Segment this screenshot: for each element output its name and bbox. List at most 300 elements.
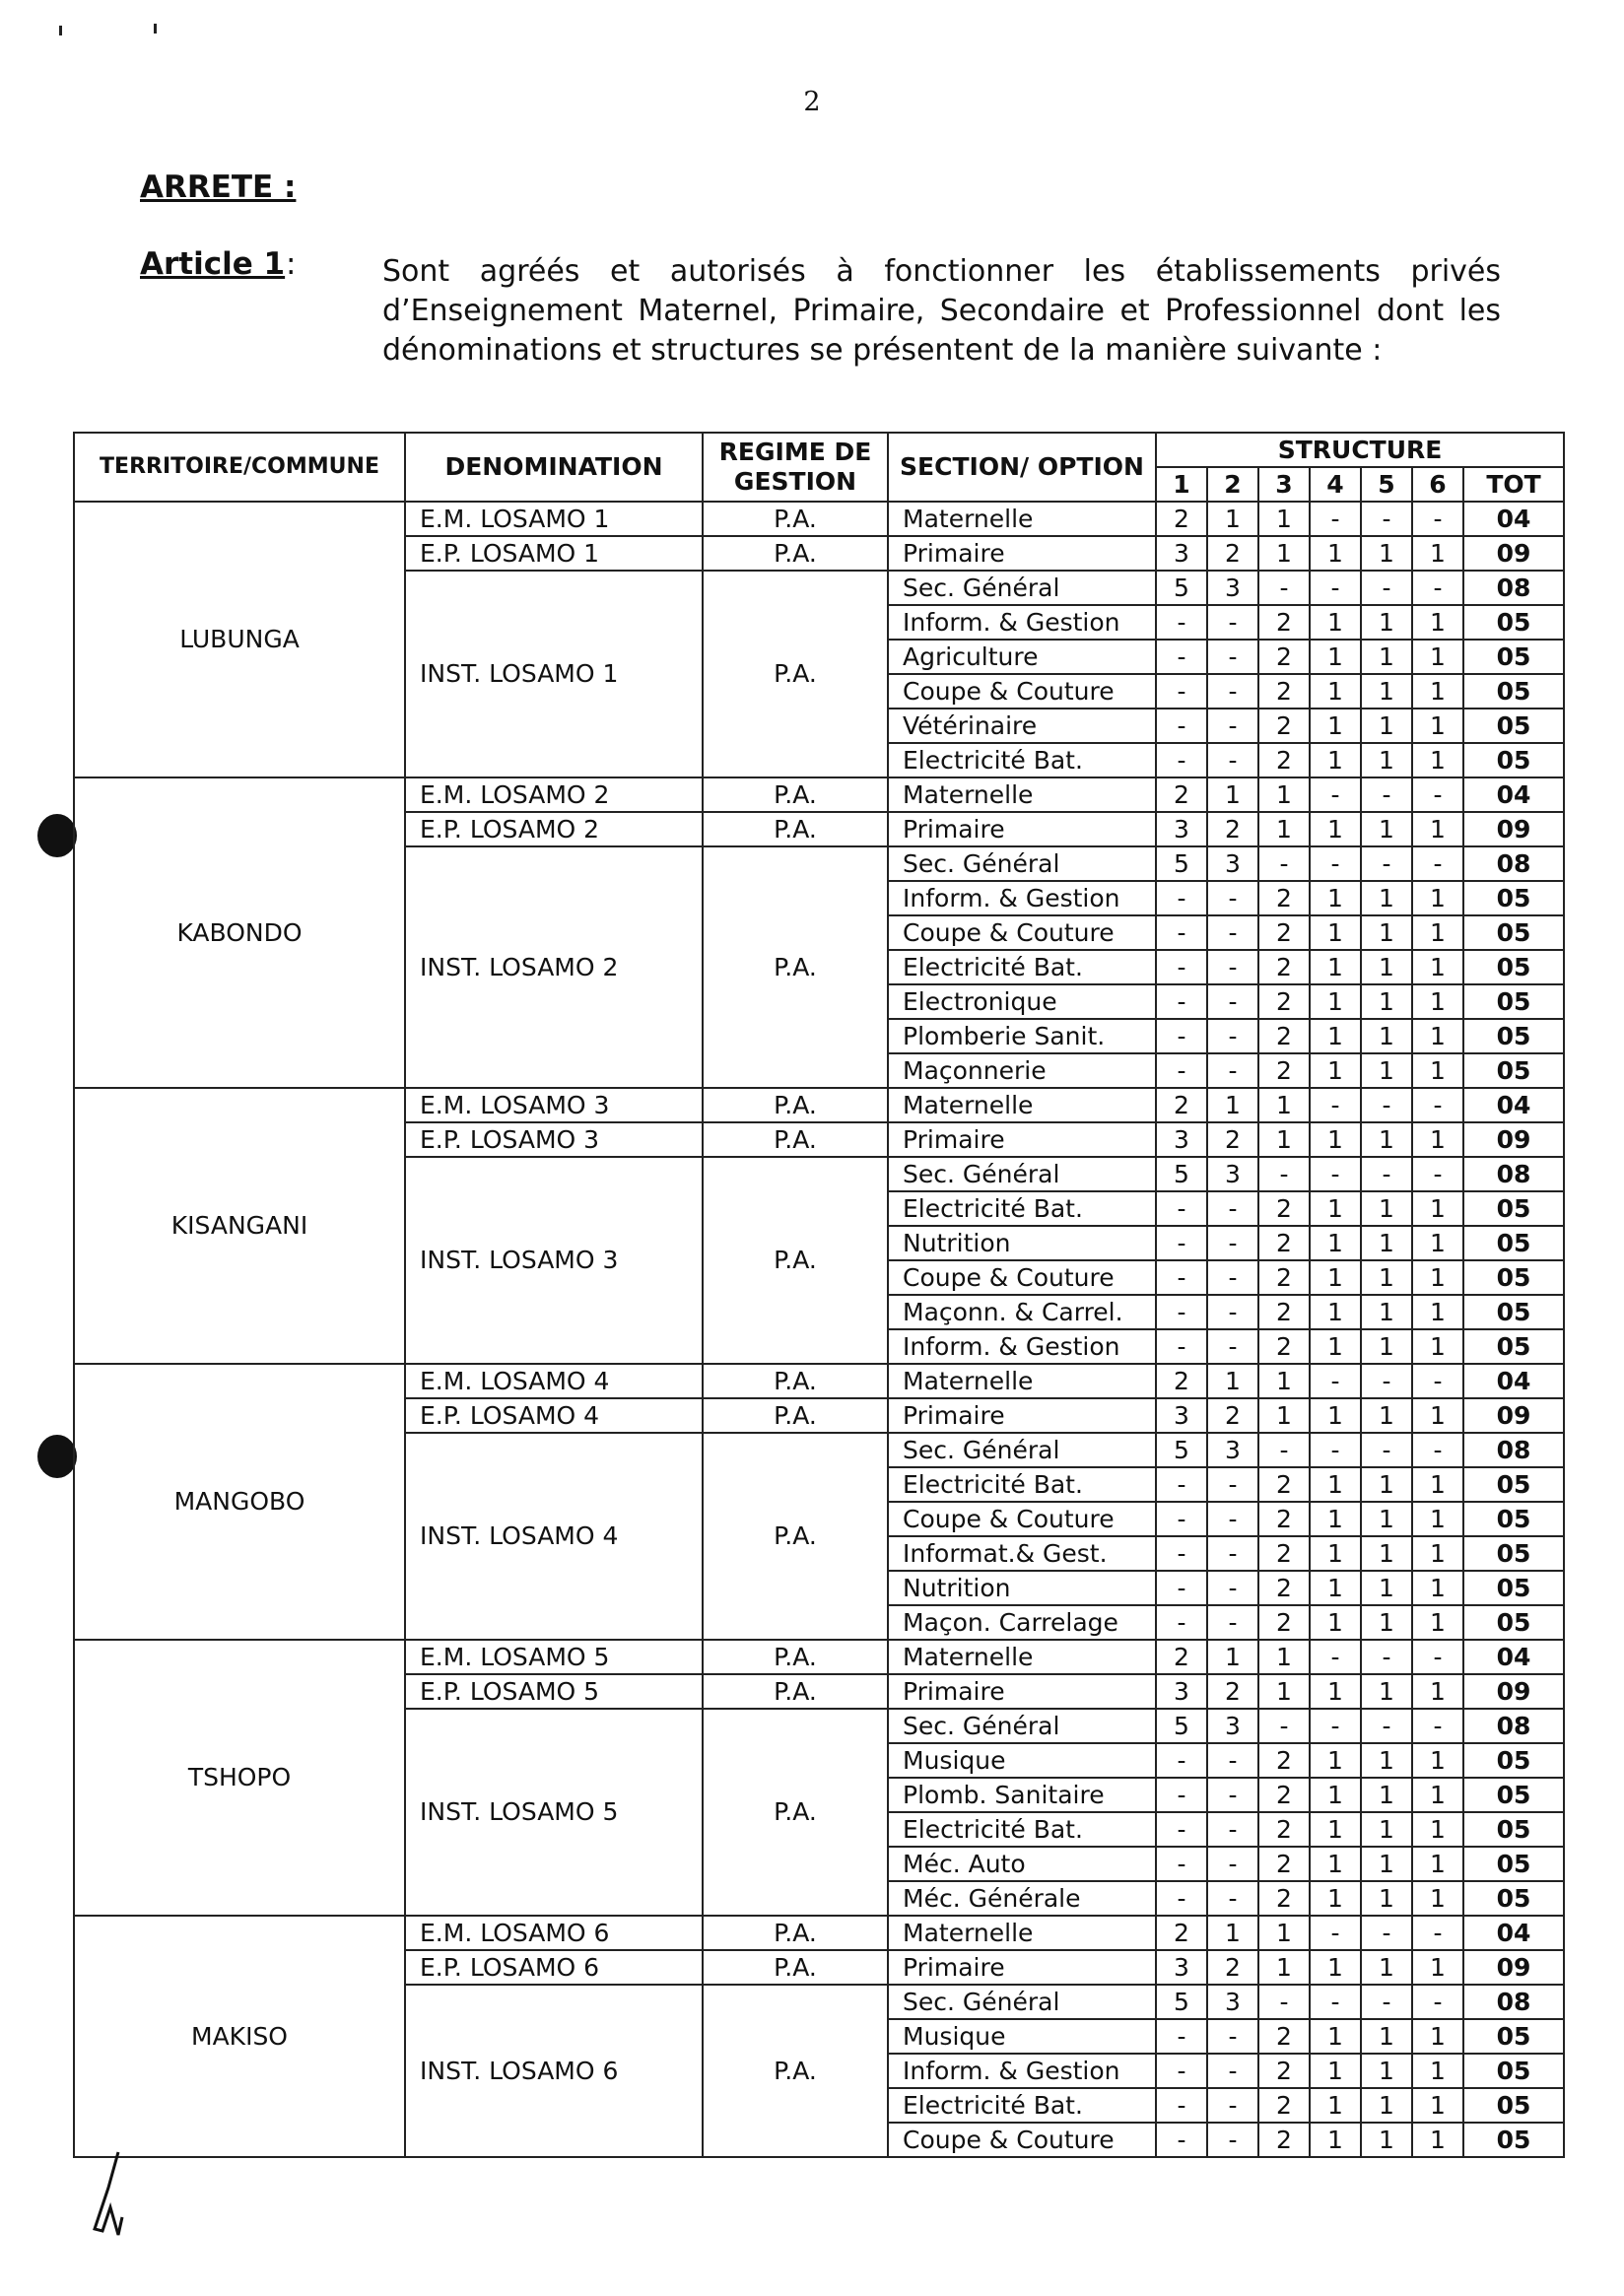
section-cell: Maternelle bbox=[888, 1088, 1156, 1122]
structure-value: 1 bbox=[1412, 881, 1463, 915]
structure-value: - bbox=[1156, 2054, 1207, 2088]
structure-value: 1 bbox=[1361, 984, 1412, 1019]
structure-total: 05 bbox=[1463, 605, 1564, 640]
structure-value: 1 bbox=[1361, 1778, 1412, 1812]
structure-value: 1 bbox=[1361, 1398, 1412, 1433]
structure-value: 1 bbox=[1310, 1743, 1361, 1778]
structure-value: 1 bbox=[1258, 536, 1310, 571]
structure-total: 08 bbox=[1463, 1433, 1564, 1467]
denomination-cell: E.M. LOSAMO 1 bbox=[405, 502, 703, 536]
structure-value: 1 bbox=[1258, 1640, 1310, 1674]
header-col-1: 1 bbox=[1156, 467, 1207, 502]
structure-value: 1 bbox=[1310, 1019, 1361, 1053]
structure-value: 3 bbox=[1156, 1674, 1207, 1709]
structure-value: 2 bbox=[1258, 1812, 1310, 1847]
regime-cell: P.A. bbox=[703, 1640, 888, 1674]
structure-value: - bbox=[1156, 1295, 1207, 1329]
structure-value: 2 bbox=[1207, 1398, 1258, 1433]
section-cell: Primaire bbox=[888, 1674, 1156, 1709]
structure-value: 1 bbox=[1412, 1778, 1463, 1812]
structure-value: - bbox=[1361, 1157, 1412, 1191]
section-cell: Primaire bbox=[888, 536, 1156, 571]
regime-cell: P.A. bbox=[703, 536, 888, 571]
structure-value: 1 bbox=[1207, 1640, 1258, 1674]
structure-total: 09 bbox=[1463, 1398, 1564, 1433]
territoire-cell: TSHOPO bbox=[74, 1640, 405, 1916]
structure-total: 05 bbox=[1463, 1743, 1564, 1778]
structure-value: 1 bbox=[1412, 1260, 1463, 1295]
structure-value: - bbox=[1156, 1226, 1207, 1260]
structure-value: - bbox=[1412, 1709, 1463, 1743]
structure-total: 05 bbox=[1463, 1605, 1564, 1640]
structure-value: - bbox=[1156, 1260, 1207, 1295]
section-cell: Sec. Général bbox=[888, 1433, 1156, 1467]
section-cell: Maçon. Carrelage bbox=[888, 1605, 1156, 1640]
structure-value: 1 bbox=[1412, 605, 1463, 640]
section-heading: ARRETE : bbox=[140, 169, 297, 205]
section-cell: Informat.& Gest. bbox=[888, 1536, 1156, 1571]
denomination-cell: E.P. LOSAMO 1 bbox=[405, 536, 703, 571]
structure-value: 1 bbox=[1310, 1226, 1361, 1260]
regime-cell: P.A. bbox=[703, 1398, 888, 1433]
structure-value: 1 bbox=[1258, 502, 1310, 536]
regime-cell: P.A. bbox=[703, 1709, 888, 1916]
structure-value: 3 bbox=[1207, 1433, 1258, 1467]
structure-value: - bbox=[1258, 1157, 1310, 1191]
structure-value: 2 bbox=[1258, 1467, 1310, 1502]
structure-value: 3 bbox=[1207, 846, 1258, 881]
structure-total: 04 bbox=[1463, 502, 1564, 536]
section-cell: Maternelle bbox=[888, 1916, 1156, 1950]
structure-value: 1 bbox=[1412, 2123, 1463, 2157]
structure-value: 1 bbox=[1412, 812, 1463, 846]
header-denomination: DENOMINATION bbox=[405, 433, 703, 502]
structure-value: - bbox=[1310, 1985, 1361, 2019]
structure-value: 1 bbox=[1310, 881, 1361, 915]
structure-value: 1 bbox=[1412, 1191, 1463, 1226]
structure-value: 1 bbox=[1258, 812, 1310, 846]
regime-cell: P.A. bbox=[703, 1364, 888, 1398]
structure-value: - bbox=[1310, 1433, 1361, 1467]
structure-value: - bbox=[1361, 846, 1412, 881]
structure-value: 3 bbox=[1156, 812, 1207, 846]
structure-value: - bbox=[1412, 502, 1463, 536]
structure-value: - bbox=[1361, 502, 1412, 536]
structure-value: 2 bbox=[1258, 1226, 1310, 1260]
structure-value: - bbox=[1156, 1605, 1207, 1640]
structure-value: 2 bbox=[1258, 950, 1310, 984]
structure-value: 1 bbox=[1361, 915, 1412, 950]
structure-value: 2 bbox=[1258, 709, 1310, 743]
section-cell: Electricité Bat. bbox=[888, 950, 1156, 984]
territoire-cell: MANGOBO bbox=[74, 1364, 405, 1640]
structure-value: - bbox=[1207, 1053, 1258, 1088]
structure-value: - bbox=[1258, 571, 1310, 605]
section-cell: Méc. Générale bbox=[888, 1881, 1156, 1916]
structure-total: 05 bbox=[1463, 2019, 1564, 2054]
structure-value: - bbox=[1156, 674, 1207, 709]
structure-value: 1 bbox=[1412, 1019, 1463, 1053]
structure-value: - bbox=[1258, 1709, 1310, 1743]
section-cell: Primaire bbox=[888, 1122, 1156, 1157]
header-col-4: 4 bbox=[1310, 467, 1361, 502]
section-cell: Sec. Général bbox=[888, 1157, 1156, 1191]
structure-value: - bbox=[1156, 743, 1207, 777]
structure-value: 1 bbox=[1258, 1950, 1310, 1985]
structure-value: 1 bbox=[1310, 950, 1361, 984]
structure-value: - bbox=[1156, 1053, 1207, 1088]
structure-value: 1 bbox=[1412, 674, 1463, 709]
structure-value: - bbox=[1258, 846, 1310, 881]
denomination-cell: E.M. LOSAMO 5 bbox=[405, 1640, 703, 1674]
structure-value: 2 bbox=[1207, 1950, 1258, 1985]
structure-value: 1 bbox=[1207, 1088, 1258, 1122]
structure-value: - bbox=[1412, 777, 1463, 812]
structure-value: 5 bbox=[1156, 1157, 1207, 1191]
structure-value: 1 bbox=[1361, 1122, 1412, 1157]
structure-value: - bbox=[1361, 1433, 1412, 1467]
structure-value: 1 bbox=[1310, 1260, 1361, 1295]
structure-value: - bbox=[1310, 1157, 1361, 1191]
structure-value: 5 bbox=[1156, 846, 1207, 881]
table-row bbox=[74, 502, 1564, 536]
structure-value: 1 bbox=[1310, 709, 1361, 743]
structure-value: 1 bbox=[1361, 1502, 1412, 1536]
structure-value: 1 bbox=[1361, 1847, 1412, 1881]
structure-value: - bbox=[1412, 571, 1463, 605]
structure-value: - bbox=[1207, 2123, 1258, 2157]
structure-value: - bbox=[1361, 1364, 1412, 1398]
punch-hole-top bbox=[37, 814, 77, 857]
structure-value: 5 bbox=[1156, 1985, 1207, 2019]
section-cell: Musique bbox=[888, 2019, 1156, 2054]
section-cell: Primaire bbox=[888, 812, 1156, 846]
regime-cell: P.A. bbox=[703, 1122, 888, 1157]
structure-value: 1 bbox=[1310, 1536, 1361, 1571]
structure-value: 1 bbox=[1361, 2088, 1412, 2123]
structure-value: 1 bbox=[1258, 1674, 1310, 1709]
structure-value: - bbox=[1361, 1985, 1412, 2019]
structure-value: - bbox=[1258, 1433, 1310, 1467]
section-cell: Electronique bbox=[888, 984, 1156, 1019]
structure-total: 05 bbox=[1463, 1019, 1564, 1053]
header-col-5: 5 bbox=[1361, 467, 1412, 502]
structure-value: 1 bbox=[1412, 1950, 1463, 1985]
structure-total: 05 bbox=[1463, 1812, 1564, 1847]
structure-value: - bbox=[1361, 571, 1412, 605]
structure-value: 1 bbox=[1310, 1502, 1361, 1536]
structure-value: 1 bbox=[1361, 2054, 1412, 2088]
section-cell: Electricité Bat. bbox=[888, 1191, 1156, 1226]
structure-value: 1 bbox=[1310, 640, 1361, 674]
structure-value: - bbox=[1207, 605, 1258, 640]
structure-value: - bbox=[1156, 1571, 1207, 1605]
structure-value: 1 bbox=[1361, 1536, 1412, 1571]
structure-value: - bbox=[1361, 1088, 1412, 1122]
structure-value: 1 bbox=[1412, 1122, 1463, 1157]
structure-value: 1 bbox=[1258, 777, 1310, 812]
structure-value: 5 bbox=[1156, 1433, 1207, 1467]
structure-value: 1 bbox=[1207, 502, 1258, 536]
structure-value: - bbox=[1412, 1433, 1463, 1467]
structure-value: - bbox=[1412, 1985, 1463, 2019]
structure-total: 05 bbox=[1463, 1778, 1564, 1812]
structure-value: 1 bbox=[1310, 1398, 1361, 1433]
structure-value: 1 bbox=[1412, 1847, 1463, 1881]
structure-value: - bbox=[1207, 2019, 1258, 2054]
structure-value: 1 bbox=[1207, 777, 1258, 812]
structure-value: 3 bbox=[1156, 1950, 1207, 1985]
structure-total: 08 bbox=[1463, 1985, 1564, 2019]
structure-value: - bbox=[1156, 1467, 1207, 1502]
denomination-cell: E.M. LOSAMO 6 bbox=[405, 1916, 703, 1950]
structure-value: 1 bbox=[1310, 1467, 1361, 1502]
structure-value: - bbox=[1156, 1502, 1207, 1536]
structure-value: 3 bbox=[1207, 1985, 1258, 2019]
structure-value: 1 bbox=[1310, 1571, 1361, 1605]
structure-value: - bbox=[1310, 1364, 1361, 1398]
structure-value: 1 bbox=[1361, 2019, 1412, 2054]
structure-total: 09 bbox=[1463, 1122, 1564, 1157]
structure-value: 1 bbox=[1258, 1398, 1310, 1433]
structure-value: - bbox=[1412, 1640, 1463, 1674]
structure-value: 1 bbox=[1361, 605, 1412, 640]
structure-value: 1 bbox=[1412, 950, 1463, 984]
table-row bbox=[74, 1916, 1564, 1950]
section-cell: Electricité Bat. bbox=[888, 1467, 1156, 1502]
section-cell: Coupe & Couture bbox=[888, 2123, 1156, 2157]
table-row bbox=[74, 777, 1564, 812]
structure-value: 2 bbox=[1258, 1847, 1310, 1881]
structure-value: - bbox=[1156, 1536, 1207, 1571]
section-cell: Inform. & Gestion bbox=[888, 605, 1156, 640]
territoire-cell: KABONDO bbox=[74, 777, 405, 1088]
structure-total: 05 bbox=[1463, 2123, 1564, 2157]
structure-total: 05 bbox=[1463, 1467, 1564, 1502]
structure-value: 1 bbox=[1412, 1812, 1463, 1847]
structure-total: 05 bbox=[1463, 1226, 1564, 1260]
structure-total: 05 bbox=[1463, 1881, 1564, 1916]
structure-value: - bbox=[1207, 1812, 1258, 1847]
structure-value: - bbox=[1156, 1847, 1207, 1881]
structure-value: - bbox=[1310, 1709, 1361, 1743]
structure-total: 04 bbox=[1463, 1916, 1564, 1950]
regime-cell: P.A. bbox=[703, 1985, 888, 2157]
section-cell: Musique bbox=[888, 1743, 1156, 1778]
structure-value: 3 bbox=[1207, 1157, 1258, 1191]
structure-value: 2 bbox=[1207, 812, 1258, 846]
regime-cell: P.A. bbox=[703, 1088, 888, 1122]
structure-value: 1 bbox=[1412, 1467, 1463, 1502]
scan-mark bbox=[59, 26, 62, 35]
structure-value: 2 bbox=[1258, 2088, 1310, 2123]
structure-value: 1 bbox=[1361, 1191, 1412, 1226]
structure-value: - bbox=[1310, 846, 1361, 881]
structure-value: 1 bbox=[1412, 2019, 1463, 2054]
structure-value: - bbox=[1258, 1985, 1310, 2019]
structure-value: 2 bbox=[1156, 1916, 1207, 1950]
structure-value: 1 bbox=[1207, 1364, 1258, 1398]
header-col-3: 3 bbox=[1258, 467, 1310, 502]
structure-value: 2 bbox=[1258, 2054, 1310, 2088]
structure-value: 1 bbox=[1310, 674, 1361, 709]
structure-value: 3 bbox=[1207, 1709, 1258, 1743]
structure-total: 04 bbox=[1463, 1364, 1564, 1398]
structure-total: 05 bbox=[1463, 1260, 1564, 1295]
structure-value: 2 bbox=[1258, 605, 1310, 640]
structure-value: 1 bbox=[1310, 1812, 1361, 1847]
structure-value: 1 bbox=[1361, 1260, 1412, 1295]
structure-value: 1 bbox=[1412, 536, 1463, 571]
section-cell: Primaire bbox=[888, 1398, 1156, 1433]
structure-value: 1 bbox=[1412, 1502, 1463, 1536]
structure-value: 1 bbox=[1412, 1295, 1463, 1329]
structure-value: 3 bbox=[1156, 1398, 1207, 1433]
structure-value: - bbox=[1156, 709, 1207, 743]
structure-value: 2 bbox=[1258, 2123, 1310, 2157]
structure-total: 05 bbox=[1463, 1191, 1564, 1226]
structure-value: 1 bbox=[1310, 915, 1361, 950]
structure-value: 1 bbox=[1361, 1605, 1412, 1640]
structure-value: 1 bbox=[1412, 1605, 1463, 1640]
structure-value: 2 bbox=[1156, 502, 1207, 536]
regime-cell: P.A. bbox=[703, 1674, 888, 1709]
structure-value: 1 bbox=[1310, 1295, 1361, 1329]
structure-value: - bbox=[1361, 777, 1412, 812]
section-cell: Maçonn. & Carrel. bbox=[888, 1295, 1156, 1329]
section-cell: Maternelle bbox=[888, 1640, 1156, 1674]
structure-value: 1 bbox=[1361, 674, 1412, 709]
structure-value: 1 bbox=[1361, 881, 1412, 915]
structure-total: 08 bbox=[1463, 1157, 1564, 1191]
structure-value: - bbox=[1310, 571, 1361, 605]
structure-value: - bbox=[1156, 640, 1207, 674]
structure-value: - bbox=[1412, 846, 1463, 881]
structure-value: 1 bbox=[1258, 1122, 1310, 1157]
structure-value: 1 bbox=[1310, 1605, 1361, 1640]
regime-cell: P.A. bbox=[703, 1433, 888, 1640]
structure-value: 1 bbox=[1310, 984, 1361, 1019]
structure-value: 1 bbox=[1310, 1122, 1361, 1157]
structure-value: - bbox=[1207, 1536, 1258, 1571]
article-body: Sont agréés et autorisés à fonctionner les établissements privés d’Enseignement Maternel, Primaire, Secondaire et Professionnel dont les dénominations et structures se présentent de la manière suivante : bbox=[382, 254, 1501, 368]
structure-value: 1 bbox=[1310, 812, 1361, 846]
structure-value: 1 bbox=[1310, 536, 1361, 571]
structure-value: 2 bbox=[1156, 1640, 1207, 1674]
structure-total: 05 bbox=[1463, 2088, 1564, 2123]
structure-value: - bbox=[1156, 950, 1207, 984]
structure-total: 08 bbox=[1463, 1709, 1564, 1743]
denomination-cell: E.M. LOSAMO 3 bbox=[405, 1088, 703, 1122]
structure-value: - bbox=[1310, 1088, 1361, 1122]
structure-total: 09 bbox=[1463, 1950, 1564, 1985]
structure-value: 1 bbox=[1310, 1053, 1361, 1088]
structure-value: 1 bbox=[1207, 1916, 1258, 1950]
signature-mark bbox=[89, 2148, 168, 2237]
structure-value: - bbox=[1207, 1226, 1258, 1260]
structure-value: 1 bbox=[1361, 812, 1412, 846]
structure-value: - bbox=[1207, 2088, 1258, 2123]
structure-value: 1 bbox=[1412, 709, 1463, 743]
structure-value: 1 bbox=[1310, 2019, 1361, 2054]
structure-value: 2 bbox=[1258, 1019, 1310, 1053]
structure-value: - bbox=[1156, 2123, 1207, 2157]
header-col-2: 2 bbox=[1207, 467, 1258, 502]
structure-total: 05 bbox=[1463, 1571, 1564, 1605]
structure-total: 05 bbox=[1463, 1847, 1564, 1881]
structure-value: 1 bbox=[1361, 640, 1412, 674]
structure-value: - bbox=[1207, 674, 1258, 709]
structure-value: 1 bbox=[1412, 1536, 1463, 1571]
table-row bbox=[74, 1088, 1564, 1122]
denomination-cell: INST. LOSAMO 6 bbox=[405, 1985, 703, 2157]
section-cell: Sec. Général bbox=[888, 571, 1156, 605]
structure-total: 09 bbox=[1463, 536, 1564, 571]
structure-total: 05 bbox=[1463, 1053, 1564, 1088]
table-row bbox=[74, 1640, 1564, 1674]
structure-total: 04 bbox=[1463, 1088, 1564, 1122]
section-cell: Vétérinaire bbox=[888, 709, 1156, 743]
structure-value: - bbox=[1156, 915, 1207, 950]
structure-value: 2 bbox=[1207, 536, 1258, 571]
section-cell: Nutrition bbox=[888, 1571, 1156, 1605]
structure-value: - bbox=[1156, 1743, 1207, 1778]
header-section: SECTION/ OPTION bbox=[888, 433, 1156, 502]
structure-value: 2 bbox=[1258, 1191, 1310, 1226]
structure-value: 1 bbox=[1412, 1743, 1463, 1778]
structure-value: 2 bbox=[1258, 1053, 1310, 1088]
denomination-cell: E.P. LOSAMO 3 bbox=[405, 1122, 703, 1157]
structure-value: 1 bbox=[1361, 1674, 1412, 1709]
structure-value: 1 bbox=[1412, 915, 1463, 950]
regime-cell: P.A. bbox=[703, 502, 888, 536]
structure-value: 2 bbox=[1207, 1122, 1258, 1157]
structure-value: 1 bbox=[1361, 2123, 1412, 2157]
denomination-cell: E.M. LOSAMO 4 bbox=[405, 1364, 703, 1398]
structure-value: 1 bbox=[1412, 1329, 1463, 1364]
structure-value: 2 bbox=[1258, 984, 1310, 1019]
structure-value: 2 bbox=[1156, 1088, 1207, 1122]
regime-cell: P.A. bbox=[703, 1916, 888, 1950]
structure-value: 1 bbox=[1310, 743, 1361, 777]
structure-total: 09 bbox=[1463, 812, 1564, 846]
structure-value: 1 bbox=[1258, 1364, 1310, 1398]
section-cell: Maternelle bbox=[888, 502, 1156, 536]
denomination-cell: E.P. LOSAMO 4 bbox=[405, 1398, 703, 1433]
header-regime: REGIME DE GESTION bbox=[703, 433, 888, 502]
structure-value: 1 bbox=[1361, 1743, 1412, 1778]
structure-value: 1 bbox=[1412, 2088, 1463, 2123]
structure-value: 1 bbox=[1412, 1881, 1463, 1916]
denomination-cell: INST. LOSAMO 5 bbox=[405, 1709, 703, 1916]
structure-value: 1 bbox=[1412, 1571, 1463, 1605]
denomination-cell: INST. LOSAMO 3 bbox=[405, 1157, 703, 1364]
structure-value: - bbox=[1207, 640, 1258, 674]
structure-value: - bbox=[1156, 2019, 1207, 2054]
structure-value: 2 bbox=[1258, 1295, 1310, 1329]
structure-total: 05 bbox=[1463, 1536, 1564, 1571]
structure-value: - bbox=[1412, 1916, 1463, 1950]
structure-value: 1 bbox=[1361, 1571, 1412, 1605]
structure-value: 2 bbox=[1258, 743, 1310, 777]
structure-value: 1 bbox=[1310, 2123, 1361, 2157]
establishments-table bbox=[73, 432, 1565, 2158]
structure-total: 05 bbox=[1463, 1295, 1564, 1329]
territoire-cell: KISANGANI bbox=[74, 1088, 405, 1364]
structure-value: 3 bbox=[1156, 536, 1207, 571]
section-cell: Primaire bbox=[888, 1950, 1156, 1985]
structure-value: - bbox=[1156, 1191, 1207, 1226]
